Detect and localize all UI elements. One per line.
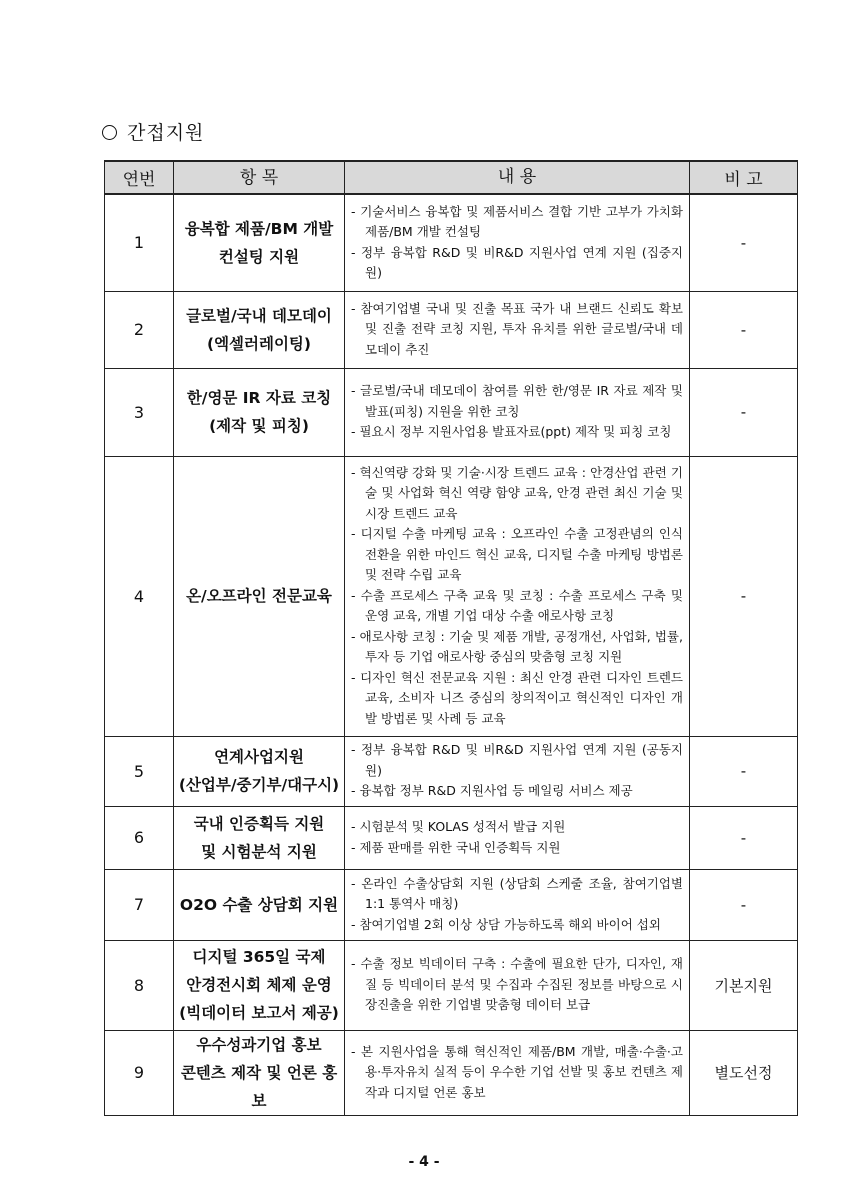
content-bullet: - 시험분석 및 KOLAS 성적서 발급 지원: [351, 819, 566, 834]
row-note: -: [690, 368, 798, 456]
item-line: (빅데이터 보고서 제공): [179, 1004, 339, 1022]
content-bullet: - 참여기업별 국내 및 진출 목표 국가 내 브랜드 신뢰도 확보 및 진출 전략 코칭 지원, 투자 유치를 위한 글로벌/국내 데모데이 추진: [351, 300, 683, 357]
item-line: 디지털 365일 국제: [192, 948, 326, 966]
row-content: [345, 1030, 690, 1115]
header-no: 연번: [105, 161, 174, 194]
circle-bullet-icon: [102, 125, 117, 140]
table-row: [105, 940, 798, 1030]
section-title-text: 간접지원: [127, 122, 205, 144]
page-number: - 4 -: [408, 1154, 440, 1170]
table-header-row: [105, 161, 798, 194]
content-bullet: - 글로벌/국내 데모데이 참여를 위한 한/영문 IR 자료 제작 및 발표(피칭) 지원을 위한 코칭: [351, 383, 683, 419]
table-row: [105, 194, 798, 291]
content-bullet: - 융복합 정부 R&D 지원사업 등 메일링 서비스 제공: [351, 783, 633, 799]
row-note: -: [690, 736, 798, 806]
item-line: 및 시험분석 지원: [201, 842, 317, 861]
item-line: (산업부/중기부/대구시): [178, 776, 340, 794]
item-line: (제작 및 피칭): [209, 417, 309, 435]
row-content: [345, 940, 690, 1030]
row-number: 1: [105, 194, 174, 291]
table-row: [105, 456, 798, 736]
item-line: 융복합 제품/BM 개발: [184, 219, 334, 238]
item-line: 우수성과기업 홍보: [196, 1035, 322, 1054]
row-content: [345, 291, 690, 368]
item-line: O2O 수출 상담회 지원: [179, 895, 339, 914]
content-bullet: - 수출 프로세스 구축 교육 및 코칭 : 수출 프로세스 구축 및 운영 교육, 개별 기업 대상 수출 애로사항 코칭: [351, 587, 683, 624]
content-bullet: - 정부 융복합 R&D 및 비R&D 지원사업 연계 지원 (공동지원): [351, 742, 683, 778]
item-line: 연계사업지원: [214, 748, 304, 766]
item-line: 콘텐츠 제작 및 언론 홍보: [180, 1063, 338, 1110]
item-line: 글로벌/국내 데모데이: [186, 306, 332, 325]
row-number: 8: [105, 940, 174, 1030]
row-item: [174, 806, 345, 869]
row-item: [174, 736, 345, 806]
row-note: -: [690, 806, 798, 869]
row-content: [345, 194, 690, 291]
row-note: 별도선정: [690, 1030, 798, 1115]
row-item: [174, 291, 345, 368]
content-bullet: - 혁신역량 강화 및 기술·시장 트렌드 교육 : 안경산업 관련 기술 및 사업화 혁신 역량 함양 교육, 안경 관련 최신 기술 및 시장 트렌드 교육: [351, 464, 683, 521]
table-body: [105, 194, 798, 1115]
header-item: 항 목: [174, 161, 345, 194]
row-number: 7: [105, 869, 174, 940]
row-content: [345, 869, 690, 940]
item-line: 컨설팅 지원: [218, 247, 300, 266]
row-content: [345, 368, 690, 456]
support-table: [104, 160, 798, 1116]
row-note: 기본지원: [690, 940, 798, 1030]
row-item: [174, 368, 345, 456]
row-note: -: [690, 456, 798, 736]
content-bullet: - 필요시 정부 지원사업용 발표자료(ppt) 제작 및 피칭 코칭: [351, 424, 672, 440]
row-item: [174, 940, 345, 1030]
row-number: 5: [105, 736, 174, 806]
content-bullet: - 본 지원사업을 통해 혁신적인 제품/BM 개발, 매출·수출·고용·투자유치 실적 등이 우수한 기업 선발 및 홍보 컨텐츠 제작과 디지털 언론 홍보: [351, 1043, 683, 1100]
row-content: [345, 736, 690, 806]
content-bullet: - 제품 판매를 위한 국내 인증획득 지원: [351, 839, 561, 855]
row-item: [174, 1030, 345, 1115]
content-bullet: - 온라인 수출상담회 지원 (상담회 스케줄 조율, 참여기업별 1:1 통역사 매칭): [351, 875, 683, 912]
table-row: [105, 806, 798, 869]
table-row: [105, 1030, 798, 1115]
content-bullet: - 디자인 혁신 전문교육 지원 : 최신 안경 관련 디자인 트렌드 교육, 소비자 니즈 중심의 창의적이고 혁신적인 디자인 개발 방법론 및 사례 등 교육: [351, 669, 683, 726]
content-bullet: - 수출 정보 빅데이터 구축 : 수출에 필요한 단가, 디자인, 재질 등 빅데이터 분석 및 수집과 수집된 정보를 바탕으로 시장진출을 위한 기업별 맞춤형 데이터 보급: [351, 956, 683, 1013]
item-line: (엑셀러레이팅): [206, 334, 311, 353]
row-number: 3: [105, 368, 174, 456]
row-item: [174, 456, 345, 736]
row-number: 4: [105, 456, 174, 736]
section-heading: [102, 118, 204, 145]
item-line: 안경전시회 체제 운영: [186, 976, 332, 994]
content-bullet: - 애로사항 코칭 : 기술 및 제품 개발, 공정개선, 사업화, 법률, 투자 등 기업 애로사항 중심의 맞춤형 코칭 지원: [351, 628, 683, 665]
table-row: [105, 368, 798, 456]
table-row: [105, 869, 798, 940]
content-bullet: - 정부 융복합 R&D 및 비R&D 지원사업 연계 지원 (집중지원): [351, 244, 683, 281]
row-content: [345, 456, 690, 736]
row-note: -: [690, 194, 798, 291]
row-number: 2: [105, 291, 174, 368]
header-note: 비 고: [690, 161, 798, 194]
item-line: 국내 인증획득 지원: [193, 814, 325, 833]
item-line: 한/영문 IR 자료 코칭: [186, 389, 332, 407]
row-note: -: [690, 869, 798, 940]
row-note: -: [690, 291, 798, 368]
row-content: [345, 806, 690, 869]
content-bullet: - 참여기업별 2회 이상 상담 가능하도록 해외 바이어 섭외: [351, 916, 661, 932]
table-row: [105, 736, 798, 806]
row-number: 9: [105, 1030, 174, 1115]
header-content: 내 용: [345, 161, 690, 194]
content-bullet: - 디지털 수출 마케팅 교육 : 오프라인 수출 고정관념의 인식 전환을 위한 마인드 혁신 교육, 디지털 수출 마케팅 방법론 및 전략 수립 교육: [351, 526, 683, 583]
item-line: 온/오프라인 전문교육: [186, 587, 332, 605]
content-bullet: - 기술서비스 융복합 및 제품서비스 결합 기반 고부가 가치화 제품/BM 개발 컨설팅: [351, 203, 683, 240]
table-row: [105, 291, 798, 368]
row-item: [174, 869, 345, 940]
row-item: [174, 194, 345, 291]
row-number: 6: [105, 806, 174, 869]
